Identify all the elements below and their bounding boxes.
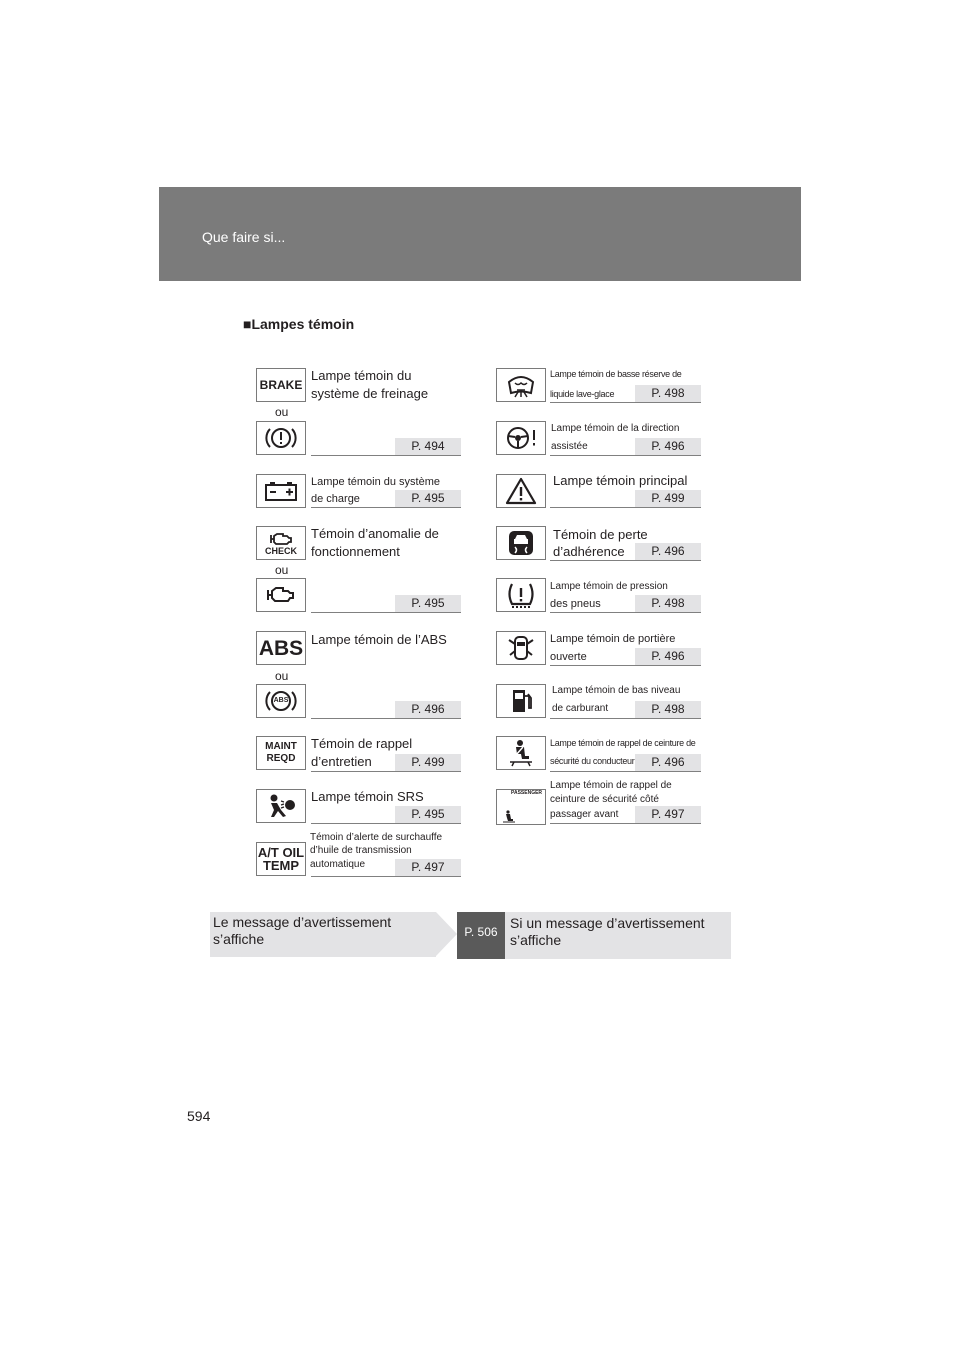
door-label-line-2: ouverte xyxy=(550,651,587,663)
master-label: Lampe témoin principal xyxy=(553,473,688,488)
atoil-label-line-1: Témoin d’alerte de surchauffe xyxy=(310,832,443,843)
fuel-label-line-1: Lampe témoin de bas niveau xyxy=(552,685,681,696)
page-ref-slip: P. 496 xyxy=(635,543,701,561)
check-label-line-2: fonctionnement xyxy=(311,544,400,559)
maint-reqd-icon: MAINT REQD xyxy=(256,736,306,770)
divider xyxy=(550,612,635,613)
page-ref-maint: P. 499 xyxy=(395,754,461,772)
brake-label-line-2: système de freinage xyxy=(311,386,429,401)
seatbelt-passenger-icon: PASSENGER xyxy=(496,789,546,825)
brake-label-line-1: Lampe témoin du xyxy=(311,368,412,383)
or-label: ou xyxy=(275,563,289,577)
passenger-belt-label-line-2: ceinture de sécurité côté xyxy=(550,794,659,805)
door-open-icon xyxy=(496,631,546,665)
atoil-label-line-2: d’huile de transmission xyxy=(310,845,412,856)
engine-icon xyxy=(256,578,306,612)
divider xyxy=(311,612,395,613)
tire-pressure-icon xyxy=(496,578,546,612)
seatbelt-driver-icon xyxy=(496,736,546,770)
brake-circle-icon xyxy=(256,421,306,455)
slip-label-line-1: Témoin de perte xyxy=(553,527,648,542)
page-ref-srs: P. 495 xyxy=(395,806,461,824)
page-ref-fuel: P. 498 xyxy=(635,701,701,719)
fuel-icon xyxy=(496,684,546,718)
washer-label-line-1: Lampe témoin de basse réserve de xyxy=(550,369,682,379)
maint-label-line-2: d’entretien xyxy=(311,754,372,769)
page-ref-charge: P. 495 xyxy=(395,490,461,508)
check-engine-icon: CHECK xyxy=(256,526,306,560)
divider xyxy=(550,455,635,456)
door-label-line-1: Lampe témoin de portière xyxy=(550,633,676,645)
divider xyxy=(550,560,635,561)
divider xyxy=(550,507,635,508)
divider xyxy=(550,402,635,403)
divider xyxy=(550,665,635,666)
page-ref-passenger-belt: P. 497 xyxy=(635,806,701,824)
steering-label-line-2: assistée xyxy=(551,441,588,452)
abs-circle-icon: ABS xyxy=(256,684,306,718)
divider xyxy=(311,771,395,772)
page-ref-master: P. 499 xyxy=(635,490,701,508)
page-ref-washer: P. 498 xyxy=(635,385,701,403)
page-ref-check: P. 495 xyxy=(395,595,461,613)
divider xyxy=(550,771,635,772)
slip-indicator-icon xyxy=(496,526,546,560)
warning-message-nav-text[interactable]: Le message d’avertissement s’affiche xyxy=(213,914,392,947)
fuel-label-line-2: de carburant xyxy=(552,703,609,714)
battery-icon xyxy=(256,474,306,508)
nav-arrow-icon xyxy=(436,912,457,956)
if-warning-message-link-text[interactable]: Si un message d’avertissement s’affiche xyxy=(510,915,705,948)
page-ref-atoil: P. 497 xyxy=(395,859,461,877)
steering-label-line-1: Lampe témoin de la direction xyxy=(551,423,680,434)
slip-label-line-2: d’adhérence xyxy=(553,544,625,559)
divider xyxy=(311,876,395,877)
footer-page-ref[interactable]: P. 506 xyxy=(457,912,505,959)
page-ref-tire: P. 498 xyxy=(635,595,701,613)
page-ref-abs: P. 496 xyxy=(395,701,461,719)
divider xyxy=(311,507,395,508)
at-oil-temp-icon: A/T OIL TEMP xyxy=(256,842,306,876)
maint-label-line-1: Témoin de rappel xyxy=(311,736,413,751)
chapter-title: Que faire si... xyxy=(202,229,286,245)
driver-belt-label-line-2: sécurité du conducteur xyxy=(550,756,635,766)
brake-warning-icon: BRAKE xyxy=(256,368,306,402)
section-title: ■Lampes témoin xyxy=(243,316,355,332)
page-ref-door: P. 496 xyxy=(635,648,701,666)
page-ref-driver-belt: P. 496 xyxy=(635,754,701,772)
airbag-icon xyxy=(256,789,306,823)
driver-belt-label-line-1: Lampe témoin de rappel de ceinture de xyxy=(550,738,696,748)
tire-label-line-2: des pneus xyxy=(550,598,601,610)
divider xyxy=(311,823,395,824)
tire-label-line-1: Lampe témoin de pression xyxy=(550,581,668,592)
abs-icon: ABS xyxy=(256,631,306,665)
atoil-label-line-3: automatique xyxy=(310,859,366,870)
divider xyxy=(311,718,395,719)
power-steering-icon xyxy=(496,421,546,455)
washer-label-line-2: liquide lave-glace xyxy=(550,389,615,399)
master-warning-icon xyxy=(496,474,546,508)
passenger-belt-label-line-1: Lampe témoin de rappel de xyxy=(550,780,672,791)
abs-label: Lampe témoin de l’ABS xyxy=(311,632,447,647)
charge-label-line-1: Lampe témoin du système xyxy=(311,476,441,488)
page-ref-steering: P. 496 xyxy=(635,438,701,456)
or-label: ou xyxy=(275,669,289,683)
passenger-belt-label-line-3: passager avant xyxy=(550,809,619,820)
washer-fluid-icon xyxy=(496,368,546,402)
check-label-line-1: Témoin d’anomalie de xyxy=(311,526,439,541)
divider xyxy=(311,455,395,456)
charge-label-line-2: de charge xyxy=(311,493,360,505)
srs-label: Lampe témoin SRS xyxy=(311,789,424,804)
divider xyxy=(550,823,635,824)
or-label: ou xyxy=(275,405,289,419)
page-ref-brake: P. 494 xyxy=(395,438,461,456)
divider xyxy=(550,718,635,719)
page-number: 594 xyxy=(187,1108,211,1124)
